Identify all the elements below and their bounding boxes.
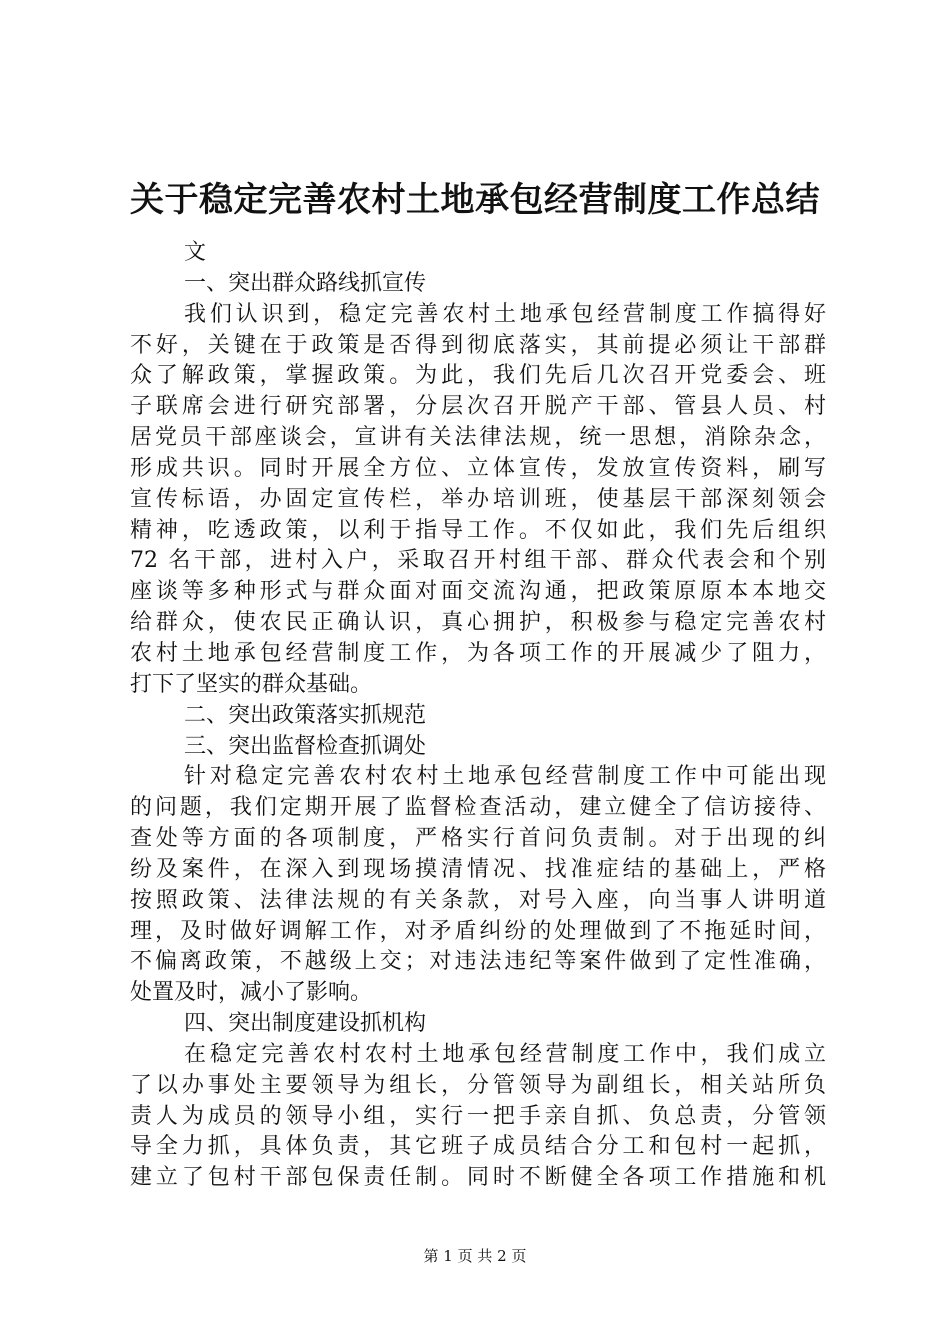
- text-line: 四、突出制度建设抓机构: [184, 1011, 427, 1037]
- text-line: 理，及时做好调解工作，对矛盾纠纷的处理做到了不拖延时间，: [130, 918, 826, 944]
- text-line: 座谈等多种形式与群众面对面交流沟通，把政策原原本本地交: [130, 579, 826, 605]
- text-line: 我们认识到，稳定完善农村土地承包经营制度工作搞得好: [184, 301, 826, 327]
- text-line: 在稳定完善农村农村土地承包经营制度工作中，我们成立: [184, 1041, 826, 1067]
- text-line: 打下了坚实的群众基础。: [130, 671, 373, 697]
- text-line: 农村土地承包经营制度工作，为各项工作的开展减少了阻力，: [130, 640, 826, 666]
- document-title: 关于稳定完善农村土地承包经营制度工作总结: [130, 180, 820, 220]
- text-line: 不好，关键在于政策是否得到彻底落实，其前提必须让干部群: [130, 332, 826, 358]
- text-line: 纷及案件，在深入到现场摸清情况、找准症结的基础上，严格: [130, 856, 826, 882]
- text-line: 文: [184, 240, 207, 265]
- text-line: 二、突出政策落实抓规范: [184, 702, 427, 728]
- text-line: 导全力抓，具体负责，其它班子成员结合分工和包村一起抓，: [130, 1134, 826, 1160]
- text-line: 查处等方面的各项制度，严格实行首问负责制。对于出现的纠: [130, 826, 826, 852]
- text-line: 按照政策、法律法规的有关条款，对号入座，向当事人讲明道: [130, 887, 826, 913]
- text-line: 三、突出监督检查抓调处: [184, 733, 427, 759]
- text-line: 72 名干部，进村入户，采取召开村组干部、群众代表会和个别: [130, 548, 826, 574]
- text-line: 众了解政策，掌握政策。为此，我们先后几次召开党委会、班: [130, 363, 826, 389]
- text-line: 针对稳定完善农村农村土地承包经营制度工作中可能出现: [184, 764, 826, 790]
- text-line: 了以办事处主要领导为组长，分管领导为副组长，相关站所负: [130, 1072, 826, 1098]
- text-line: 精神，吃透政策，以利于指导工作。不仅如此，我们先后组织: [130, 517, 826, 543]
- text-line: 处置及时，减小了影响。: [130, 980, 373, 1006]
- text-line: 给群众，使农民正确认识，真心拥护，积极参与稳定完善农村: [130, 610, 826, 636]
- text-line: 一、突出群众路线抓宣传: [184, 270, 427, 296]
- text-line: 子联席会进行研究部署，分层次召开脱产干部、管县人员、村: [130, 394, 826, 420]
- text-line: 不偏离政策，不越级上交；对违法违纪等案件做到了定性准确，: [130, 949, 826, 975]
- text-line: 形成共识。同时开展全方位、立体宣传，发放宣传资料，刷写: [130, 455, 826, 481]
- text-line: 居党员干部座谈会，宣讲有关法律法规，统一思想，消除杂念，: [130, 425, 826, 451]
- text-line: 的问题，我们定期开展了监督检查活动，建立健全了信访接待、: [130, 795, 826, 821]
- text-line: 建立了包村干部包保责任制。同时不断健全各项工作措施和机: [130, 1165, 826, 1191]
- document-body: [130, 238, 826, 1194]
- text-line: 宣传标语，办固定宣传栏，举办培训班，使基层干部深刻领会: [130, 486, 826, 512]
- text-line: 责人为成员的领导小组，实行一把手亲自抓、负总责，分管领: [130, 1103, 826, 1129]
- page-footer: 第 1 页 共 2 页: [423, 1247, 527, 1265]
